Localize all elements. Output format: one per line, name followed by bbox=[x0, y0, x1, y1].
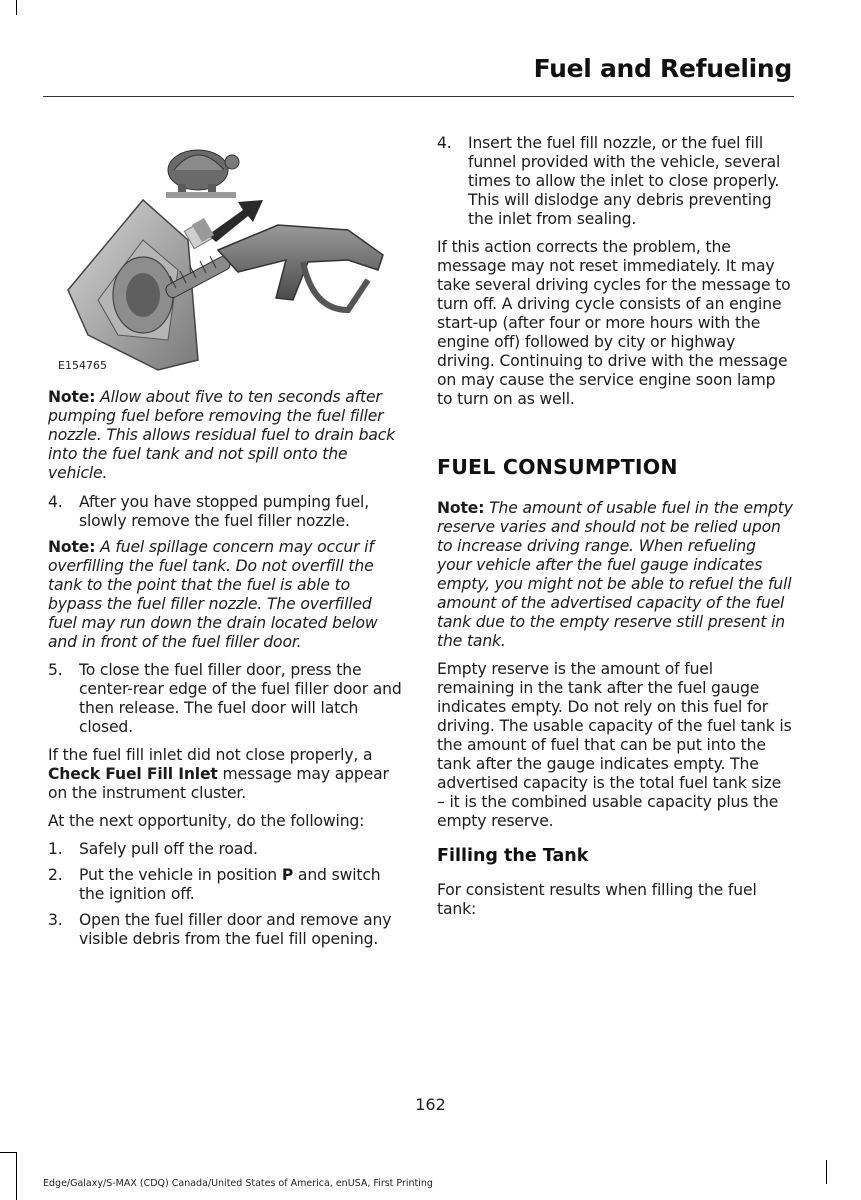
note-text: A fuel spillage concern may occur if overfilling the fuel tank. Do not overfill the tank to the point that the fuel is able to bypass the fuel filler nozzle. The overfilled fuel may run down the drain located below and in front of the fuel filler door. bbox=[48, 538, 378, 651]
crop-mark-bottom-left bbox=[16, 1152, 17, 1200]
note-residual-fuel bbox=[48, 388, 404, 483]
note-label: Note: bbox=[48, 538, 96, 556]
list-number: 4. bbox=[437, 134, 452, 152]
crop-mark-top-left bbox=[16, 0, 17, 15]
note-text: The amount of usable fuel in the empty reserve varies and should not be relied upon to increase driving range. When refueling your vehicle after the fuel gauge indicates empty, you might not be able to refuel the full amount of the advertised capacity of the fuel tank due to the empty reserve still present in the tank. bbox=[437, 499, 793, 650]
note-empty-reserve bbox=[437, 499, 793, 651]
subsection-heading: Filling the Tank bbox=[437, 846, 589, 866]
paragraph-next-opportunity: At the next opportunity, do the following: bbox=[48, 812, 365, 830]
fuel-nozzle-illustration bbox=[48, 130, 404, 375]
list-text: To close the fuel filler door, press the center-rear edge of the fuel filler door and then release. The fuel door will latch closed. bbox=[79, 661, 402, 736]
paragraph-check-fuel-fill-inlet bbox=[48, 746, 404, 803]
list-number: 5. bbox=[48, 661, 63, 679]
text-segment: Put the vehicle in position bbox=[79, 866, 282, 884]
footer-text: Edge/Galaxy/S-MAX (CDQ) Canada/United States of America, enUSA, First Printing bbox=[43, 1178, 433, 1189]
gear-position: P bbox=[281, 866, 294, 884]
list-number: 1. bbox=[48, 840, 63, 858]
message-name: Check Fuel Fill Inlet bbox=[48, 765, 218, 783]
list-number: 4. bbox=[48, 493, 63, 511]
list-text: Safely pull off the road. bbox=[79, 840, 258, 858]
paragraph-driving-cycle: If this action corrects the problem, the message may not reset immediately. It may take several driving cycles for the message to turn off. A driving cycle consists of an engine start-up (after four or more hours with the engine off) followed by city or highway driving. Continuing to drive with the message on may cause the service engine soon lamp to turn on as well. bbox=[437, 238, 791, 408]
page-number: 162 bbox=[415, 1095, 446, 1114]
text-segment: If the fuel fill inlet did not close properly, a bbox=[48, 746, 373, 764]
section-heading: FUEL CONSUMPTION bbox=[437, 455, 678, 479]
crop-mark-bottom-right bbox=[826, 1160, 827, 1184]
note-fuel-spillage bbox=[48, 538, 404, 652]
list-text: Insert the fuel fill nozzle, or the fuel fill funnel provided with the vehicle, several times to allow the inlet to close properly. This will dislodge any debris preventing the inlet from sealing. bbox=[468, 134, 781, 228]
list-number: 3. bbox=[48, 911, 63, 929]
paragraph-empty-reserve: Empty reserve is the amount of fuel remaining in the tank after the fuel gauge indicates empty. Do not rely on this fuel for driving. The usable capacity of the fuel tank is the amount of fuel that can be put into the tank after the gauge indicates empty. The advertised capacity is the total fuel tank size – it is the combined usable capacity plus the empty reserve. bbox=[437, 660, 792, 830]
text-segment: message may appear on the instrument cluster. bbox=[48, 765, 389, 802]
note-label: Note: bbox=[48, 388, 96, 406]
note-text: Allow about five to ten seconds after pumping fuel before removing the fuel filler nozzle. This allows residual fuel to drain back into the fuel tank and not spill onto the vehicle. bbox=[48, 388, 396, 482]
list-text: Open the fuel filler door and remove any visible debris from the fuel fill opening. bbox=[79, 911, 392, 948]
crop-mark-bottom-left-h bbox=[0, 1152, 16, 1153]
paragraph-filling-tank: For consistent results when filling the fuel tank: bbox=[437, 881, 757, 918]
note-label: Note: bbox=[437, 499, 485, 517]
list-text bbox=[79, 866, 405, 904]
list-number: 2. bbox=[48, 866, 63, 884]
figure-label: E154765 bbox=[58, 359, 107, 372]
title-divider bbox=[43, 96, 794, 97]
page-title: Fuel and Refueling bbox=[533, 54, 792, 83]
text-segment: and switch the ignition off. bbox=[79, 866, 381, 903]
list-text: After you have stopped pumping fuel, slowly remove the fuel filler nozzle. bbox=[79, 493, 370, 530]
